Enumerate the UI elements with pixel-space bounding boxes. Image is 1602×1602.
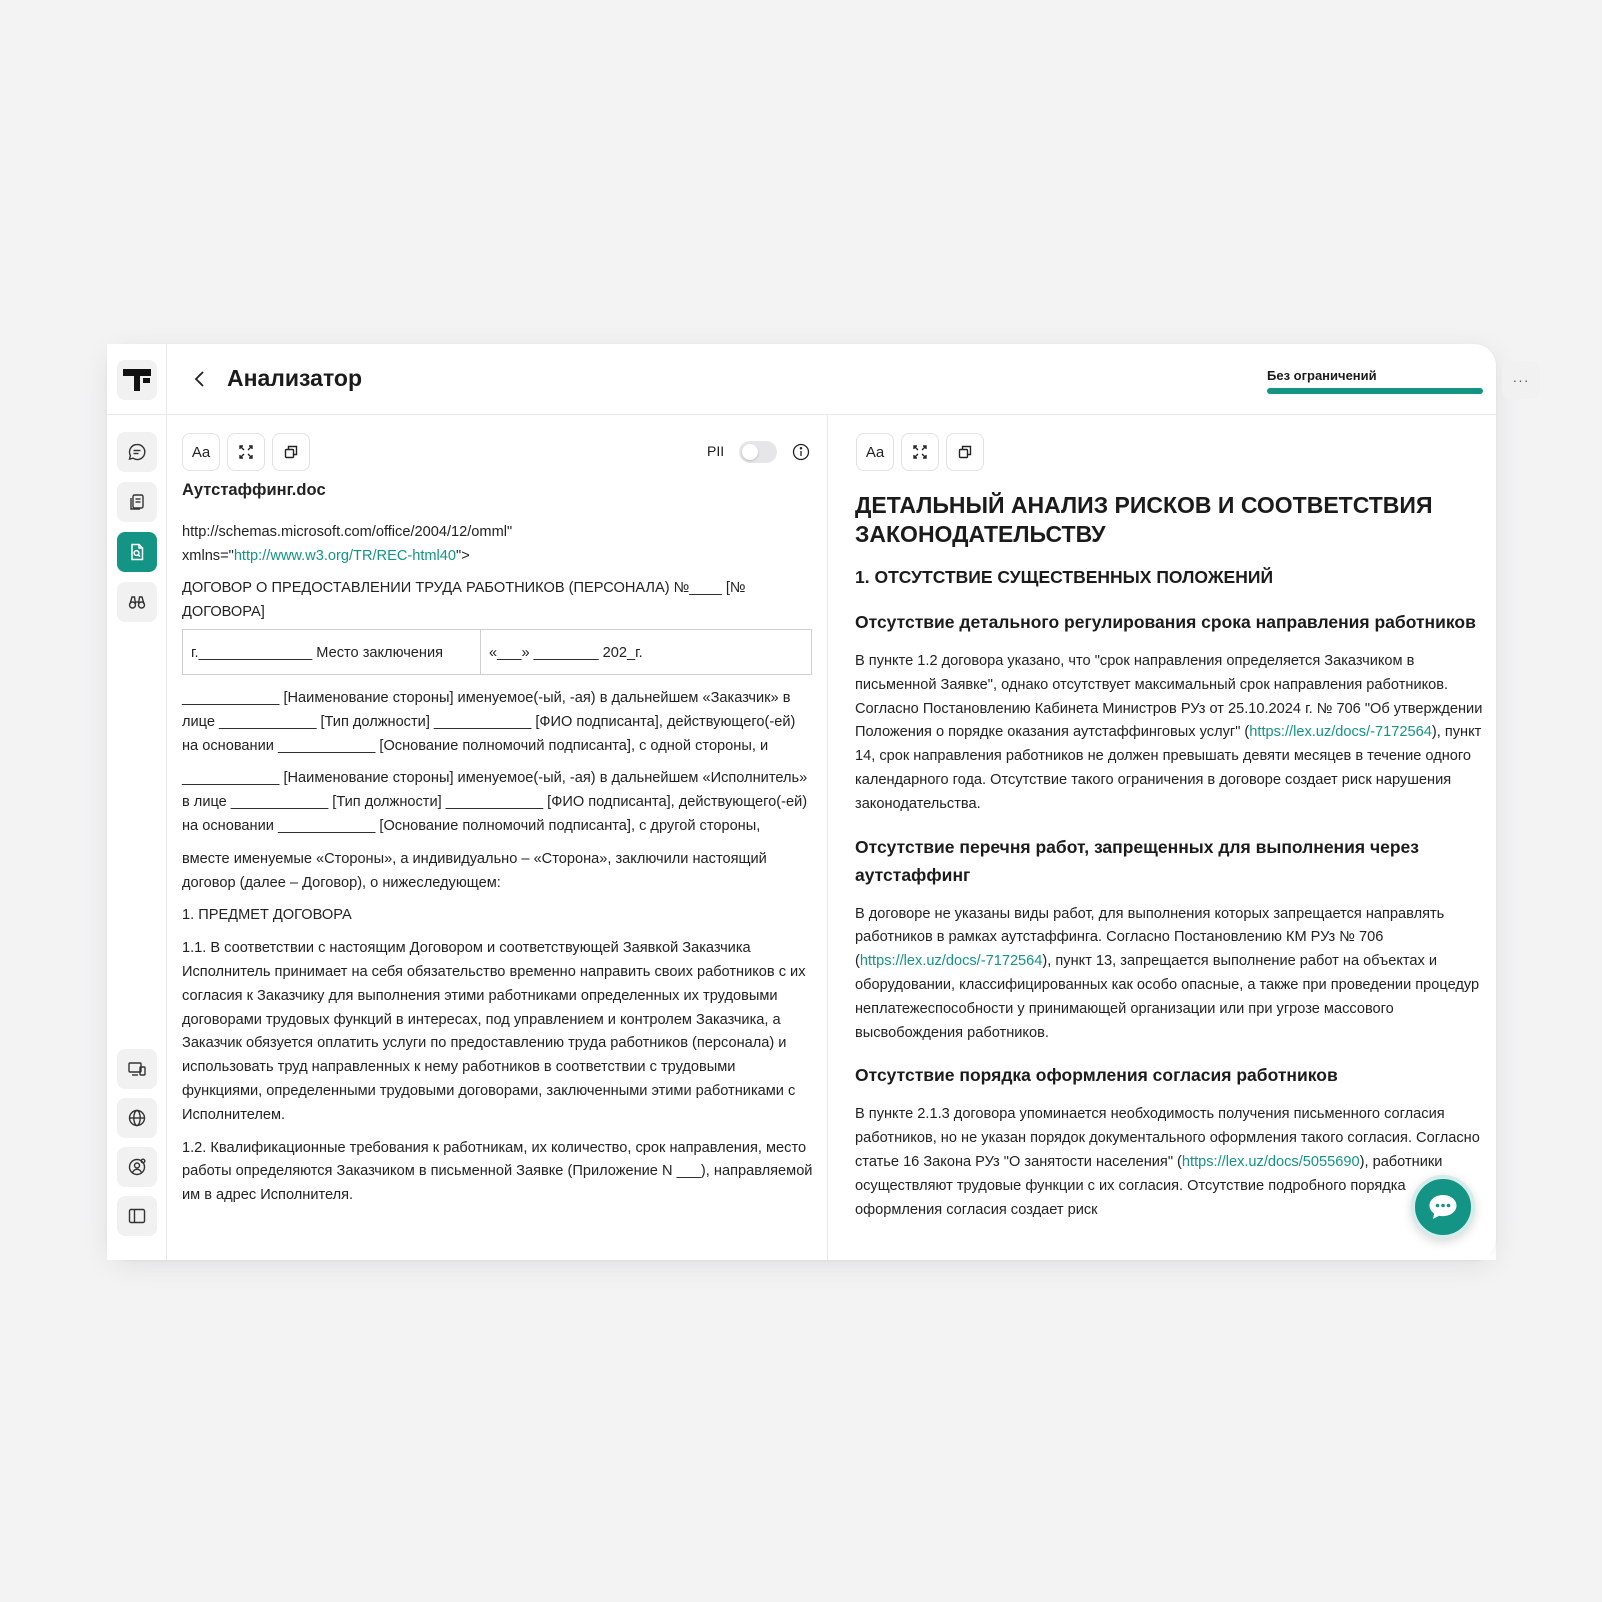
globe-icon	[127, 1108, 147, 1128]
document-search-icon	[127, 542, 147, 562]
expand-icon	[238, 444, 254, 460]
document-pane	[167, 415, 828, 1260]
party-customer: ____________ [Наименование стороны] именуемое(-ый, -ая) в дальнейшем «Заказчик» в лице ____________ [Тип должности] ____________ [ФИО подписанта], действующего(-ей) на основании ____________ [Основание полномочий подписанта], с одной стороны, и	[182, 689, 796, 754]
chat-bubble-icon	[1428, 1194, 1458, 1220]
document-content	[182, 479, 814, 1217]
app-logo[interactable]	[117, 360, 157, 400]
info-icon[interactable]	[792, 443, 810, 461]
chat-icon	[127, 442, 147, 462]
document-file-name: Аутстаффинг.doc	[182, 481, 326, 499]
date-cell: «___» ________ 202_г.	[489, 644, 643, 661]
place-cell: г.______________ Место заключения	[183, 630, 481, 674]
law-link[interactable]: https://lex.uz/docs/-7172564	[859, 953, 1043, 970]
schema-prefix: xmlns="	[182, 547, 234, 564]
scroll-fade	[167, 1220, 827, 1260]
sidebar	[107, 344, 167, 1260]
limit-label: Без ограничений	[1267, 368, 1377, 383]
schema-link[interactable]: http://www.w3.org/TR/REC-html40	[233, 547, 457, 564]
analysis-content	[855, 491, 1485, 1238]
schema-line: http://schemas.microsoft.com/office/2004/12/omml"	[182, 523, 513, 540]
app-window	[107, 344, 1530, 1260]
logo-icon	[123, 369, 151, 391]
font-size-button[interactable]: Aa	[182, 433, 220, 471]
clause-1-1: 1.1. В соответствии с настоящим Договором и соответствующей Заявкой Заказчика Исполнитель принимает на себя обязательство временно направить своих работников с их согласия к Заказчику для выполнения этими работниками определенных их трудовыми договорами трудовых функций в интересах, под управлением и контролем Заказчика, а Заказчик обязуется оплатить услуги по предоставлению труда работников (персонала) и использовать труд направленных к нему работников в соответствии с трудовыми функциями, определенными трудовыми договорами, заключенными этими работниками с Исполнителем.	[182, 940, 806, 1123]
chat-assistant-button[interactable]	[1411, 1175, 1475, 1239]
header	[167, 344, 1530, 415]
sidebar-item-search[interactable]	[117, 582, 157, 622]
chevron-left-icon	[193, 370, 207, 388]
sidebar-item-analyzer[interactable]	[117, 532, 157, 572]
analysis-section-heading: 1. ОТСУТСТВИЕ СУЩЕСТВЕННЫХ ПОЛОЖЕНИЙ	[855, 567, 1274, 587]
issue-text-list	[855, 903, 1485, 1046]
law-link[interactable]: https://lex.uz/docs/-7172564	[1249, 724, 1432, 741]
user-settings-icon	[127, 1157, 147, 1177]
sidebar-item-profile[interactable]	[117, 1147, 157, 1187]
copy-button[interactable]	[272, 433, 310, 471]
text-segment: В договоре не указаны виды работ, для выполнения которых запрещается направлять работников в рамках аутстаффинга. Согласно Постановлению КМ РУз № 706 (	[855, 905, 1445, 970]
sidebar-divider	[107, 414, 167, 415]
limit-progress-bar	[1267, 388, 1483, 394]
copy-button[interactable]	[946, 433, 984, 471]
sidebar-item-documents[interactable]	[117, 482, 157, 522]
place-date-table	[182, 629, 812, 675]
pii-label: PII	[707, 443, 725, 459]
expand-button[interactable]	[227, 433, 265, 471]
page-title: Анализатор	[227, 365, 363, 391]
schema-suffix: ">	[456, 547, 470, 564]
back-button[interactable]	[187, 366, 213, 392]
text-segment: В пункте 1.2 договора указано, что "срок направления определяется Заказчиком в письменной Заявке", однако отсутствует максимальный срок направления работников. Согласно Постановлению Кабинета Министров РУз от 25.10.2024 г. № 706 "Об утверждении Положения о порядке оказания аутстаффинговых услуг" (	[855, 653, 1483, 741]
more-button[interactable]: ···	[1502, 361, 1540, 399]
binoculars-icon	[127, 592, 147, 612]
section-heading: 1. ПРЕДМЕТ ДОГОВОРА	[182, 907, 352, 924]
together-clause: вместе именуемые «Стороны», а индивидуально – «Сторона», заключили настоящий договор (далее – Договор), о нижеследующем:	[182, 850, 767, 891]
copy-icon	[283, 444, 299, 460]
issue-heading-consent: Отсутствие порядка оформления согласия работников	[855, 1065, 1338, 1086]
pii-toggle[interactable]	[739, 441, 777, 463]
clause-1-2: 1.2. Квалификационные требования к работникам, их количество, срок направления, место работы определяются Заказчиком в письменной Заявке (Приложение N ___), направляемой им в адрес Исполнителя.	[182, 1139, 813, 1204]
text-segment: В пункте 2.1.3 договора упоминается необходимость получения письменного согласия работников, но не указан порядок документального оформления такого согласия. Согласно статье 16 Закона РУз "О занятости населения" (	[855, 1106, 1480, 1170]
schema-block	[182, 521, 814, 569]
text-segment: ), пункт 14, срок направления работников не должен превышать девяти месяцев в течение одного календарного года. Отсутствие такого ограничения в договоре создает риск нарушения законодательства.	[855, 724, 1482, 812]
issue-text-term	[855, 650, 1485, 817]
sidebar-item-chat[interactable]	[117, 432, 157, 472]
contract-title: ДОГОВОР О ПРЕДОСТАВЛЕНИИ ТРУДА РАБОТНИКОВ (ПЕРСОНАЛА) №____ [№ ДОГОВОРА]	[182, 580, 746, 621]
issue-heading-list: Отсутствие перечня работ, запрещенных для выполнения через аутстаффинг	[855, 836, 1419, 885]
sidebar-item-devices[interactable]	[117, 1049, 157, 1089]
sidebar-item-toggle-panel[interactable]	[117, 1196, 157, 1236]
panel-icon	[127, 1206, 147, 1226]
party-contractor: ____________ [Наименование стороны] именуемое(-ый, -ая) в дальнейшем «Исполнитель» в лице ____________ [Тип должности] ____________ [ФИО подписанта], действующего(-ей) на основании ____________ [Основание полномочий подписанта], с другой стороны,	[182, 770, 808, 834]
expand-icon	[912, 444, 928, 460]
devices-icon	[127, 1059, 147, 1079]
copy-icon	[957, 444, 973, 460]
analysis-pane	[829, 415, 1496, 1260]
documents-icon	[127, 492, 147, 512]
limit-progress-fill	[1267, 388, 1483, 394]
sidebar-item-language[interactable]	[117, 1098, 157, 1138]
text-segment: ), пункт 13, запрещается выполнение работ на объектах и оборудовании, классифицированных как особо опасные, а также при проведении процедур неплатежеспособности у принимающей организации или при угрозе массового высвобождения работников.	[855, 953, 1480, 1041]
issue-heading-term: Отсутствие детального регулирования срока направления работников	[855, 612, 1476, 632]
expand-button[interactable]	[901, 433, 939, 471]
analysis-title: ДЕТАЛЬНЫЙ АНАЛИЗ РИСКОВ И СООТВЕТСТВИЯ ЗАКОНОДАТЕЛЬСТВУ	[855, 492, 1433, 547]
law-link[interactable]: https://lex.uz/docs/5055690	[1181, 1153, 1360, 1170]
font-size-button[interactable]: Aa	[856, 433, 894, 471]
issue-text-consent	[855, 1103, 1485, 1222]
text-segment: ), работники осуществляют трудовые функции с их согласия. Отсутствие подробного порядка оформления согласия создает риск	[855, 1153, 1443, 1218]
